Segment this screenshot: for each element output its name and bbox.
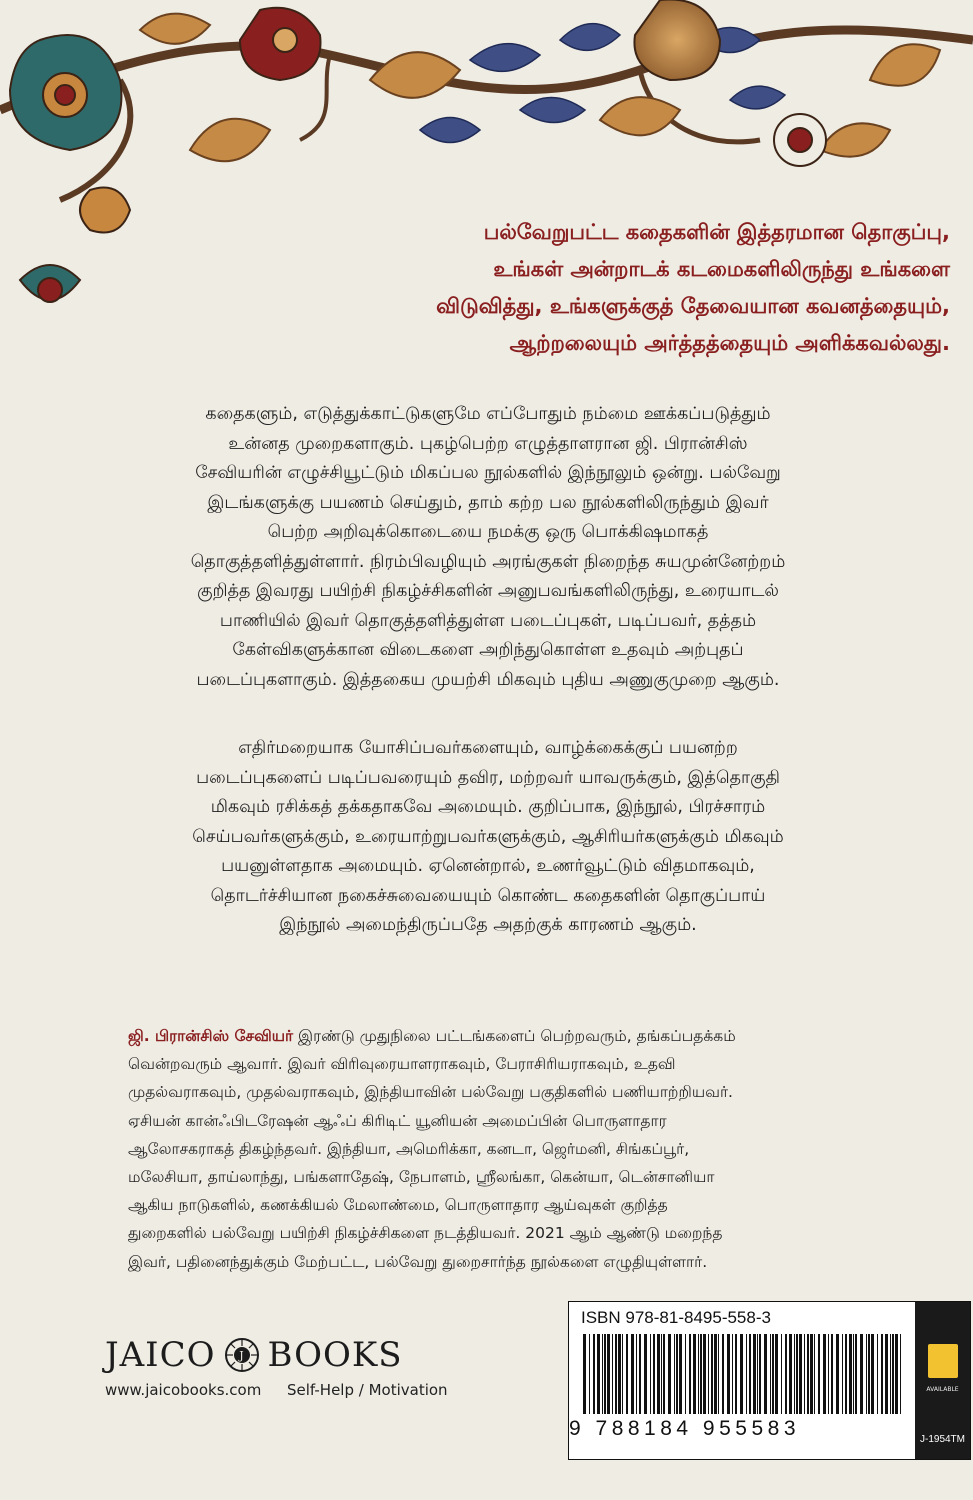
logo-text-right: BOOKS — [267, 1335, 403, 1375]
book-genre: Self-Help / Motivation — [287, 1381, 448, 1399]
author-bio — [128, 1022, 848, 1276]
barcode-box — [568, 1301, 971, 1460]
text-line: பெற்ற அறிவுக்கொடையை நமக்கு ஒரு பொக்கிஷமாகத் — [267, 522, 709, 542]
bio-line: ஏசியன் கான்ஃபிடரேஷன் ஆஃப் கிரிடிட் யூனியன் அமைப்பின் பொருளாதார — [128, 1111, 667, 1130]
text-line: கேள்விகளுக்கான விடைகளை அறிந்துகொள்ள உதவும் அற்புதப் — [232, 640, 744, 660]
tagline-line: பல்வேறுபட்ட கதைகளின் இத்தரமான தொகுப்பு, — [483, 220, 950, 244]
bio-line: துறைகளில் பல்வேறு பயிற்சி நிகழ்ச்சிகளை நடத்தியவர். 2021 ஆம் ஆண்டு மறைந்த — [128, 1224, 723, 1243]
text-line: குறித்த இவரது பயிற்சி நிகழ்ச்சிகளின் அனுபவங்களிலிருந்து, உரையாடல் — [197, 581, 779, 601]
tagline — [160, 214, 950, 362]
text-line: சேவியரின் எழுச்சியூட்டும் மிகப்பல நூல்களில் இந்நூலும் ஒன்று. பல்வேறு — [195, 463, 781, 483]
text-line: உன்னத முறைகளாகும். புகழ்பெற்ற எழுத்தாளரான ஜி. பிரான்சிஸ் — [228, 433, 748, 454]
text-line: எதிர்மறையாக யோசிப்பவர்களையும், வாழ்க்கைக்குப் பயனற்ற — [238, 738, 738, 758]
bio-line — [128, 1022, 848, 1050]
text-line: படைப்புகளாகும். இத்தகைய முயற்சி மிகவும் புதிய அணுகுமுறை ஆகும். — [196, 669, 780, 690]
text-line: இடங்களுக்கு பயணம் செய்தும், தாம் கற்ற பல நூல்களிலிருந்தும் இவர் — [207, 492, 769, 513]
ebook-icon — [928, 1344, 958, 1378]
book-code: J-1954TM — [919, 1434, 965, 1445]
text-line: பாணியில் இவர் தொகுத்தளித்துள்ள படைப்புகள், படிப்பவர், தத்தம் — [219, 610, 757, 631]
logo-text-left: JAICO — [105, 1335, 216, 1375]
text-line: படைப்புகளைப் படிப்பவரையும் தவிர, மற்றவர் யாவருக்கும், இத்தொகுதி — [196, 767, 780, 788]
bio-line: மலேசியா, தாய்லாந்து, பங்களாதேஷ், நேபாளம், ஸ்ரீலங்கா, கென்யா, டென்சானியா — [128, 1168, 715, 1187]
emblem-letter: J — [238, 1349, 245, 1362]
bio-line: முதல்வராகவும், முதல்வராகவும், இந்தியாவின் பல்வேறு பகுதிகளில் பணியாற்றியவர். — [128, 1083, 733, 1102]
barcode-digits: 9 788184 955583 — [569, 1417, 800, 1440]
publisher-website[interactable]: www.jaicobooks.com — [105, 1381, 262, 1399]
description-paragraph-1 — [128, 400, 848, 695]
author-name: ஜி. பிரான்சிஸ் சேவியர் — [128, 1027, 294, 1045]
bio-line: வென்றவரும் ஆவார். இவர் விரிவுரையாளராகவும், பேராசிரியராகவும், உதவி — [128, 1055, 676, 1074]
ebook-strip — [915, 1302, 970, 1459]
text-line: மிகவும் ரசிக்கத் தக்கதாகவே அமையும். குறிப்பாக, இந்நூல், பிரச்சாரம் — [210, 797, 766, 817]
tagline-line: ஆற்றலையும் அர்த்தத்தையும் அளிக்கவல்லது. — [509, 331, 950, 355]
ebook-label: AVAILABLE — [926, 1386, 959, 1393]
tagline-line: விடுவித்து, உங்களுக்குத் தேவையான கவனத்தையும், — [436, 294, 950, 318]
publisher-logo — [105, 1335, 403, 1375]
text-line: இந்நூல் அமைந்திருப்பதே அதற்குக் காரணம் ஆகும். — [279, 915, 697, 935]
text-line: தொடர்ச்சியான நகைச்சுவையையும் கொண்ட கதைகளின் தொகுப்பாய் — [210, 885, 766, 906]
bio-line: இவர், பதினைந்துக்கும் மேற்பட்ட, பல்வேறு துறைசார்ந்த நூல்களை எழுதியுள்ளார். — [128, 1252, 708, 1271]
description-paragraph-2 — [128, 734, 848, 941]
text-line: கதைகளும், எடுத்துக்காட்டுகளுமே எப்போதும் நம்மை ஊக்கப்படுத்தும் — [205, 404, 771, 424]
text-line: பயனுள்ளதாக அமையும். ஏனென்றால், உணர்வூட்டும் விதமாகவும், — [221, 856, 755, 876]
text-line: தொகுத்தளித்துள்ளார். நிரம்பிவழியும் அரங்குகள் நிறைந்த சுயமுன்னேற்றம் — [190, 551, 786, 572]
isbn-text: ISBN 978-81-8495-558-3 — [581, 1308, 771, 1327]
barcode — [579, 1334, 907, 1414]
tagline-line: உங்கள் அன்றாடக் கடமைகளிலிருந்து உங்களை — [493, 257, 950, 281]
bio-text: இரண்டு முதுநிலை பட்டங்களைப் பெற்றவரும், தங்கப்பதக்கம் — [293, 1027, 736, 1045]
jaico-emblem-icon — [224, 1337, 260, 1373]
bio-line: ஆகிய நாடுகளில், கணக்கியல் மேலாண்மை, பொருளாதார ஆய்வுகள் குறித்த — [128, 1196, 668, 1215]
bio-line: ஆலோசகராகத் திகழ்ந்தவர். இந்தியா, அமெரிக்கா, கனடா, ஜெர்மனி, சிங்கப்பூர், — [128, 1139, 690, 1158]
text-line: செய்பவர்களுக்கும், உரையாற்றுபவர்களுக்கும், ஆசிரியர்களுக்கும் மிகவும் — [192, 826, 784, 847]
